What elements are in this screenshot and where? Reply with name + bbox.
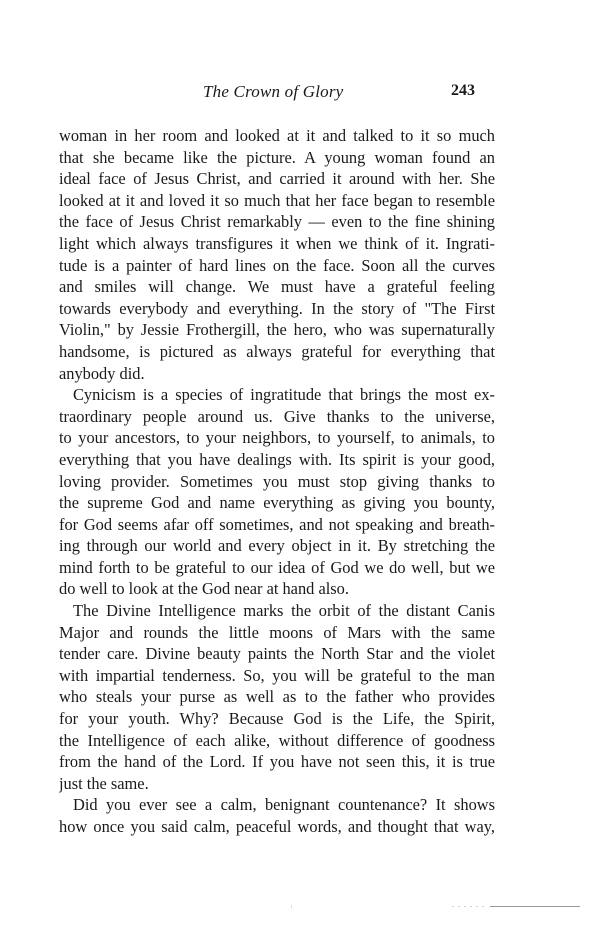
text-line: anybody did. xyxy=(59,363,145,383)
text-line: light which always transfigures it when we think of it. Ingrati- xyxy=(59,233,495,253)
text-line: ing through our world and every object in it. By stretching the xyxy=(59,536,495,556)
paragraph-start-line: The Divine Intelligence marks the orbit of the distant Canis xyxy=(73,601,495,621)
text-line: mind forth to be grateful to our idea of God we do well, but we xyxy=(59,557,495,577)
text-line: everything that you have dealings with. Its spirit is your good, xyxy=(59,449,495,469)
text-line: with impartial tenderness. So, you will be grateful to the man xyxy=(59,665,495,685)
text-line: Violin," by Jessie Frothergill, the hero, who was supernaturally xyxy=(59,320,495,340)
text-line: looked at it and loved it so much that her face began to resemble xyxy=(59,190,495,210)
text-line: woman in her room and looked at it and talked to it so much xyxy=(59,126,495,145)
text-line: tender care. Divine beauty paints the North Star and the violet xyxy=(59,644,495,664)
text-line: the supreme God and name everything as giving you bounty, xyxy=(59,493,495,513)
text-line: and smiles will change. We must have a grateful feeling xyxy=(59,277,495,297)
text-line: the face of Jesus Christ remarkably — even to the fine shining xyxy=(59,212,495,232)
text-line: how once you said calm, peaceful words, and thought that way, xyxy=(59,817,495,836)
running-head xyxy=(203,82,495,106)
scan-speck xyxy=(291,905,292,908)
text-line: for your youth. Why? Because God is the Life, the Spirit, xyxy=(59,709,495,729)
footer-rule xyxy=(490,906,580,907)
page-number: 243 xyxy=(451,82,475,99)
text-line: traordinary people around us. Give thanks to the universe, xyxy=(59,406,495,426)
body-text xyxy=(59,125,495,838)
text-line: tude is a painter of hard lines on the face. Soon all the curves xyxy=(59,255,495,275)
text-line: that she became like the picture. A young woman found an xyxy=(59,147,495,167)
footer-dotted-mark xyxy=(452,906,488,907)
text-line: do well to look at the God near at hand also. xyxy=(59,579,349,599)
text-line: for God seems afar off sometimes, and not speaking and breath- xyxy=(59,514,495,534)
text-line: ideal face of Jesus Christ, and carried it around with her. She xyxy=(59,169,495,189)
paragraph-start-line: Cynicism is a species of ingratitude that brings the most ex- xyxy=(73,385,495,405)
paragraph-start-line: Did you ever see a calm, benignant countenance? It shows xyxy=(73,795,495,815)
text-line: Major and rounds the little moons of Mars with the same xyxy=(59,622,495,642)
text-line: just the same. xyxy=(59,773,149,793)
running-title: The Crown of Glory xyxy=(203,82,344,101)
text-line: the Intelligence of each alike, without difference of goodness xyxy=(59,730,495,750)
text-line: to your ancestors, to your neighbors, to yourself, to animals, to xyxy=(59,428,495,448)
text-line: handsome, is pictured as always grateful for everything that xyxy=(59,341,495,361)
text-line: who steals your purse as well as to the father who provides xyxy=(59,687,495,707)
text-line: loving provider. Sometimes you must stop giving thanks to xyxy=(59,471,495,491)
text-line: from the hand of the Lord. If you have not seen this, it is true xyxy=(59,752,495,772)
text-line: towards everybody and everything. In the story of "The First xyxy=(59,298,495,318)
